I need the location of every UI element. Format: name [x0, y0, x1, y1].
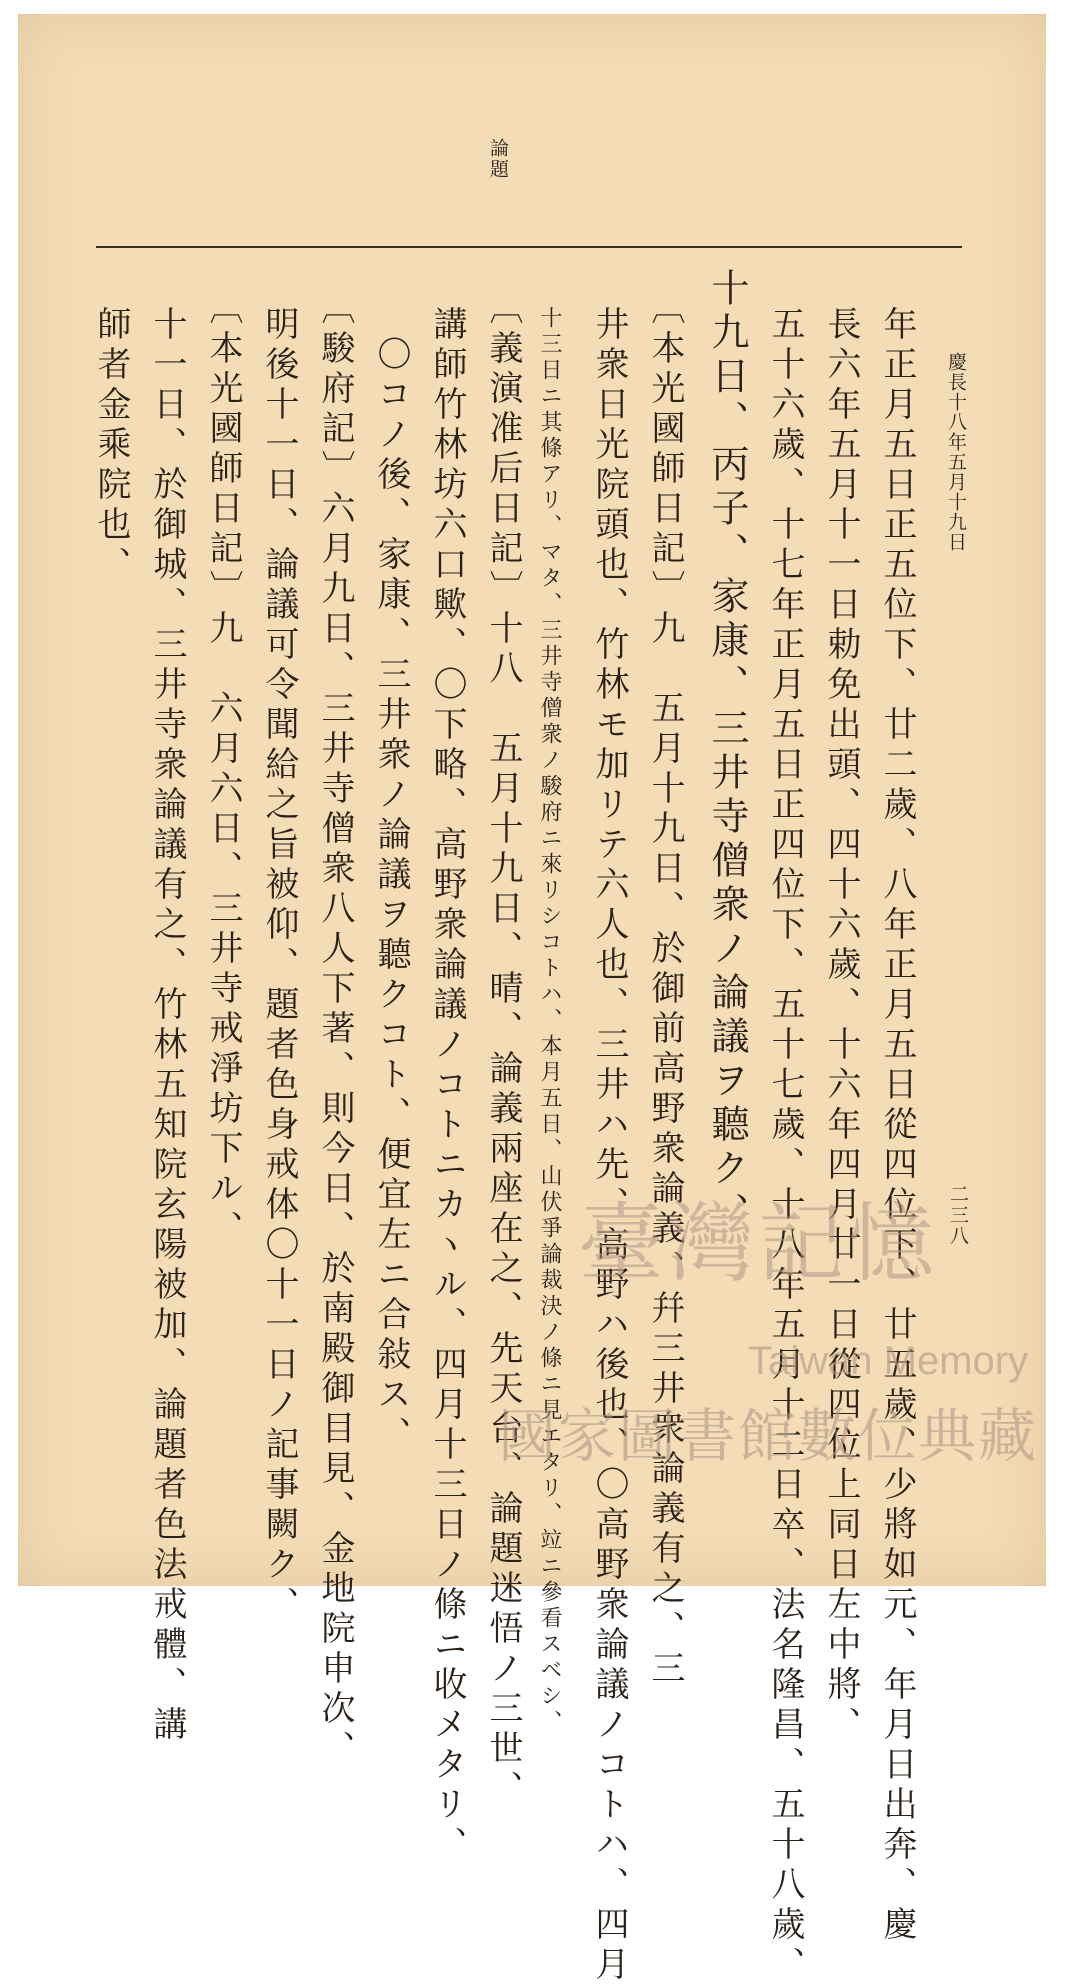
text-column: 〔本光國師日記〕九 五月十九日、於御前高野衆論義、幷三井衆論義有之、三 — [645, 290, 685, 1690]
text-column: 井衆日光院頭也、竹林モ加リテ六人也、三井ハ先、高野ハ後也、〇高野衆論議ノコトハ、四月 — [589, 306, 629, 1986]
note-column: 十三日ニ其條アリ、マタ、三井寺僧衆ノ駿府ニ來リシコトハ、本月五日、山伏爭論裁決ノ條ニ見エタリ、竝ニ參看スベシ、 — [537, 306, 562, 1736]
text-column: 〔本光國師日記〕九 六月六日、三井寺戒淨坊下ル、 — [203, 290, 243, 1250]
document-page — [18, 14, 1046, 1986]
running-head: 慶長十八年五月十九日 — [945, 352, 967, 552]
watermark-logo: 臺灣記憶 — [578, 1194, 938, 1294]
watermark-subtitle: 國家圖書館數位典藏 — [498, 1402, 1039, 1470]
text-column: 年正月五日正五位下、廿二歲、八年正月五日從四位下、廿五歲、少將如元、年月日出奔、慶 — [877, 306, 917, 1946]
text-column: 十一日、於御城、三井寺衆論議有之、竹林五知院玄陽被加、論題者色法戒體、講 — [147, 306, 187, 1746]
page-number: 二三八 — [947, 1184, 969, 1247]
text-column: 長六年五月十一日勅免出頭、四十六歲、十六年四月廿一日從四位上同日左中將、 — [821, 306, 861, 1746]
text-column: 講師竹林坊六口歟、〇下略、高野衆論議ノコトニカヽル、四月十三日ノ條ニ收メタリ、 — [427, 306, 467, 1866]
text-column: 〇コノ後、家康、三井衆ノ論議ヲ聽クコト、便宜左ニ合敍ス、 — [371, 336, 411, 1456]
text-column: 五十六歲、十七年正月五日正四位下、五十七歲、十八年五月十二日卒、法名隆昌、五十八歲、 — [765, 306, 805, 1986]
text-column: 師者金乘院也、 — [91, 306, 131, 586]
entry-heading: 十九日、丙子、家康、三井寺僧衆ノ論議ヲ聽ク、 — [705, 268, 749, 1236]
text-column: 〔駿府記〕六月九日、三井寺僧衆八人下著、則今日、於南殿御目見、金地院申次、 — [315, 290, 355, 1770]
horizontal-rule — [96, 246, 962, 248]
section-title: 論題 — [487, 138, 509, 180]
watermark-english: Taiwan Memory — [748, 1339, 1029, 1383]
text-column: 明後十一日、論議可令聞給之旨被仰、題者色身戒体〇十一日ノ記事闕ク、 — [259, 306, 299, 1626]
text-column: 〔義演准后日記〕十八 五月十九日、晴、論義兩座在之、先天台、論題迷悟ノ三世、 — [483, 290, 523, 1810]
